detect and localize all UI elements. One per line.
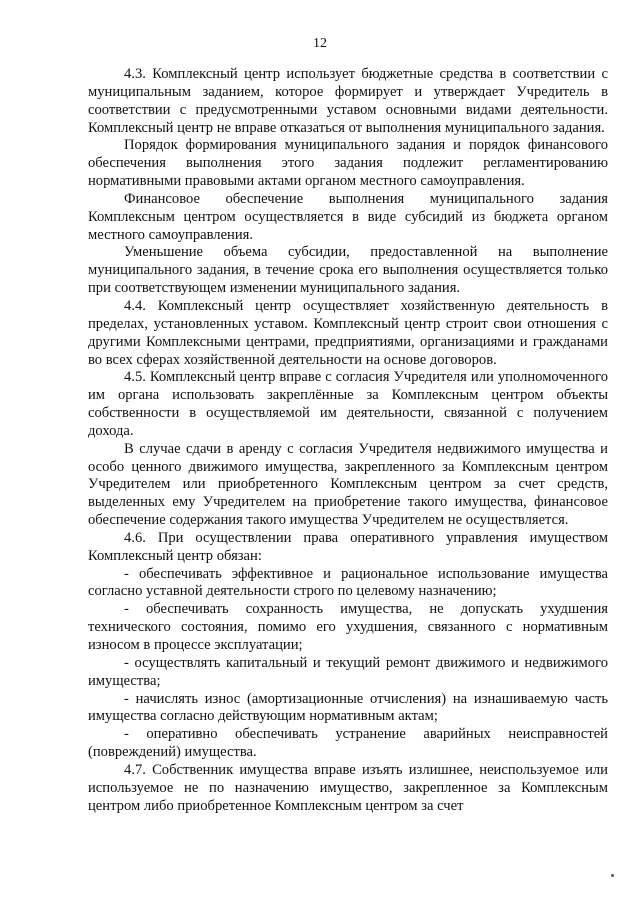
paragraph-4-7: 4.7. Собственник имущества вправе изъять излишнее, неиспользуемое или используемое не по назначению имущество, закрепленное за Комплексным центром либо приобретенное Комплексным центром за счет xyxy=(88,761,608,814)
list-item-preservation: - обеспечивать сохранность имущества, не допускать ухудшения технического состояния, помимо его ухудшения, связанного с нормативным износом в процессе эксплуатации; xyxy=(88,601,608,653)
paragraph-4-5: 4.5. Комплексный центр вправе с согласия Учредителя или уполномоченного им органа использовать закреплённые за Комплексным центром объекты собственности в осуществляемой им деятельности, связанной с получением дохода. xyxy=(88,369,608,439)
paragraph-4-3: 4.3. Комплексный центр использует бюджетные средства в соответствии с муниципальным заданием, которое формирует и утверждает Учредитель в соответствии с предусмотренными уставом основными видами деятельности. Комплексный центр не вправе отказаться от выполнения муниципального задания. xyxy=(88,66,608,136)
scan-speck xyxy=(611,874,614,877)
list-item-efficient-use: - обеспечивать эффективное и рациональное использование имущества согласно уставной деятельности строго по целевому назначению; xyxy=(88,565,608,600)
paragraph-4-6: 4.6. При осуществлении права оперативного управления имуществом Комплексный центр обязан: xyxy=(88,529,608,564)
document-body xyxy=(88,66,608,815)
paragraph-4-4: 4.4. Комплексный центр осуществляет хозяйственную деятельность в пределах, установленных уставом. Комплексный центр строит свои отношения с другими Комплексными центрами, предприятиями, организациями и гражданами во всех сферах хозяйственной деятельности на основе договоров. xyxy=(88,297,608,368)
list-item-depreciation: - начислять износ (амортизационные отчисления) на изнашиваемую часть имущества согласно действующим нормативным актам; xyxy=(88,690,608,725)
paragraph-lease: В случае сдачи в аренду с согласия Учредителя недвижимого имущества и особо ценного движимого имущества, закрепленного за Комплексным центром Учредителем или приобретенного Комплексным центром за счет средств, выделенных ему Учредителем на приобретение такого имущества, финансовое обеспечение содержания такого имущества Учредителем не осуществляется. xyxy=(88,440,608,529)
paragraph-financing: Финансовое обеспечение выполнения муниципального задания Комплексным центром осуществляется в виде субсидий из бюджета органом местного самоуправления. xyxy=(88,190,608,243)
paragraph-order-formation: Порядок формирования муниципального задания и порядок финансового обеспечения выполнения этого задания подлежит регламентированию нормативными правовыми актами органом местного самоуправления. xyxy=(88,137,608,190)
paragraph-subsidy-reduction: Уменьшение объема субсидии, предоставленной на выполнение муниципального задания, в течение срока его выполнения осуществляется только при соответствующем изменении муниципального задания. xyxy=(88,244,608,297)
page-number: 12 xyxy=(313,36,327,51)
list-item-emergency-repair: - оперативно обеспечивать устранение аварийных неисправностей (повреждений) имущества. xyxy=(88,726,608,761)
list-item-repair: - осуществлять капитальный и текущий ремонт движимого и недвижимого имущества; xyxy=(88,654,608,689)
